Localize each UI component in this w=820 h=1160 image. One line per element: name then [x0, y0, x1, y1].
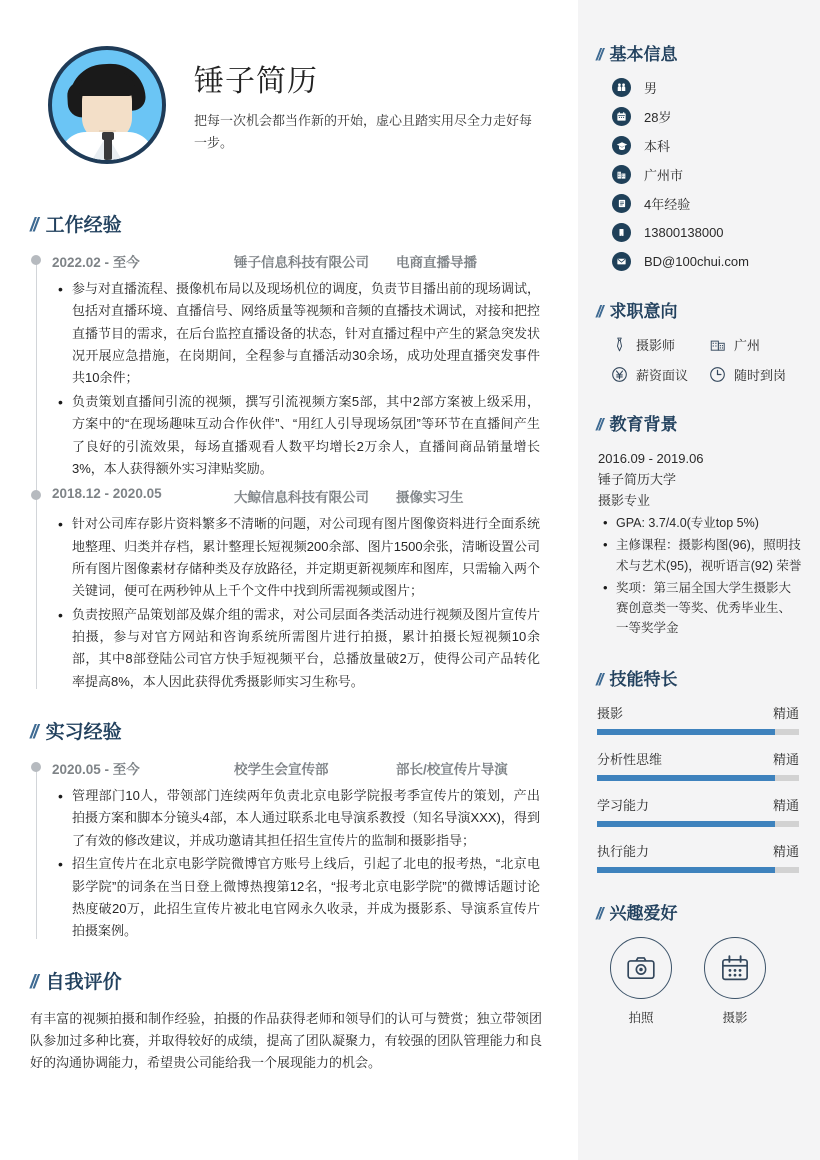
info-row-gender	[596, 78, 802, 97]
internship-timeline	[30, 758, 548, 943]
internship-entry	[52, 758, 548, 943]
section-internship	[30, 717, 548, 943]
bullet-item: • 针对公司库存影片资料繁多不清晰的问题，对公司现有图片图像资料进行全面系统地整理、归类并存档，累计整理长短视频200余部、图片1500余张，清晰设置公司所有图片图像素材存储种类及存放路径，并定期更新视频库和图库，只需输入两个关键词，便可在两秒钟从上千个文件中找到所需视频或图片；	[72, 513, 540, 602]
skill-item	[596, 749, 802, 781]
work-entry-date: 2022.02 - 至今	[52, 255, 140, 270]
avatar-tie	[104, 138, 112, 160]
hobby-label: 摄影	[722, 1010, 748, 1025]
info-row-education	[596, 136, 802, 155]
skill-name: 摄影	[597, 705, 624, 721]
section-title-work	[30, 210, 548, 237]
skill-header	[597, 841, 799, 860]
slash-marker-icon: //	[30, 215, 37, 236]
yen-icon	[610, 365, 629, 384]
info-row-phone	[596, 223, 802, 242]
skill-progress-track	[597, 729, 799, 735]
info-row-city	[596, 165, 802, 184]
resume-header	[30, 0, 548, 210]
hobby-item	[704, 937, 766, 1026]
camera-icon	[610, 937, 672, 999]
slash-marker-icon: //	[30, 722, 37, 744]
bullet-item: • 招生宣传片在北京电影学院微博官方账号上线后，引起了北电的报考热，“北京电影学院”的词条在当日登上微博热搜第12名，“报考北京电影学院”的微博话题讨论热度破20万，此招生宣传片被北电官网永久收录，并成为摄影系、导演系宣传片拍摄案例。	[72, 853, 540, 942]
bullet-item: • 奖项：第三届全国大学生摄影大赛创意类一等奖、优秀毕业生、一等奖学金	[616, 578, 802, 639]
skill-item	[596, 703, 802, 735]
bullet-item: • 负责策划直播间引流的视频，撰写引流视频方案5部，其中2部方案被上级采用，方案中的“在现场趣味互动合作伙伴”、“用红人引导现场氛团”等环节在直播间产生了良好的引流效果，每场直播观看人数平均增长2万余人，直播间商品销量增长3%，本人获得额外实习津贴奖励。	[72, 391, 540, 480]
timeline-dot-icon	[31, 490, 41, 500]
section-title-job-intention	[596, 297, 802, 322]
section-title-hobbies	[596, 899, 802, 924]
info-value: 广州市	[644, 168, 684, 183]
skill-progress-track	[597, 867, 799, 873]
skill-header	[597, 703, 799, 722]
info-value: 男	[644, 81, 658, 96]
education-date: 2016.09 - 2019.06	[598, 451, 704, 466]
hobby-item	[610, 937, 672, 1026]
skill-progress-fill	[597, 729, 775, 735]
job-intention-city	[708, 335, 760, 354]
work-entry-role: 摄像实习生	[396, 490, 464, 506]
job-intention-value: 广州	[734, 338, 761, 353]
info-value: 本科	[644, 139, 671, 154]
job-intention-row	[610, 365, 802, 384]
clock-icon	[708, 365, 727, 384]
calendar-icon	[612, 107, 631, 126]
slash-marker-icon: //	[30, 971, 37, 993]
skill-progress-fill	[597, 775, 775, 781]
education-school: 锤子简历大学	[598, 472, 677, 488]
internship-entry-bullets	[52, 785, 548, 943]
document-icon	[612, 194, 631, 213]
section-title-text: 工作经验	[45, 215, 122, 236]
section-title-education	[596, 410, 802, 435]
job-intention-position	[610, 335, 708, 354]
timeline-dot-icon	[31, 762, 41, 772]
internship-entry-org: 校学生会宣传部	[234, 762, 329, 778]
section-title-skills	[596, 665, 802, 690]
header-motto: 把每一次机会都当作新的开始，虚心且踏实用尽全力走好每一步。	[194, 113, 533, 150]
city-icon	[708, 335, 727, 354]
section-title-basic-info	[596, 40, 802, 65]
job-intention-value: 摄影师	[636, 338, 676, 353]
job-intention-row	[610, 335, 802, 354]
section-education	[596, 410, 802, 639]
skill-level: 精通	[772, 843, 799, 859]
internship-entry-role: 部长/校宣传片导演	[396, 762, 508, 778]
calendar-icon	[704, 937, 766, 999]
hobbies-list	[596, 937, 802, 1026]
avatar-fringe	[79, 72, 135, 96]
info-row-email	[596, 252, 802, 271]
skill-name: 分析性思维	[597, 751, 663, 767]
bullet-item: • 管理部门10人，带领部门连续两年负责北京电影学院报考季宣传片的策划，产出拍摄方案和脚本分镜头4部，本人通过联系北电导演系教授（知名导演XXX)，得到了有效的修改建议，并成功邀请其担任招生宣传片的监制和摄影指导；	[72, 785, 540, 852]
self-evaluation-text: 有丰富的视频拍摄和制作经验，拍摄的作品获得老师和领导们的认可与赞赏；独立带领团队参加过多种比赛，并取得较好的成绩，提高了团队凝聚力，有较强的团队管理能力和良好的沟通协调能力，希望贵公司能给我一个展现能力的机会。	[30, 1010, 542, 1071]
job-intention-salary	[610, 365, 708, 384]
skill-header	[597, 795, 799, 814]
work-entry-date: 2018.12 - 2020.05	[52, 486, 162, 502]
slash-marker-icon: //	[596, 903, 602, 923]
graduation-cap-icon	[612, 136, 631, 155]
page-title: 锤子简历	[194, 64, 318, 98]
gender-icon	[612, 78, 631, 97]
job-intention-grid	[596, 335, 802, 384]
slash-marker-icon: //	[596, 302, 602, 321]
info-value: BD@100chui.com	[644, 254, 749, 269]
skill-name: 学习能力	[597, 797, 650, 813]
work-entry-header	[52, 486, 548, 506]
section-title-self-eval	[30, 967, 548, 994]
education-major: 摄影专业	[598, 493, 651, 509]
work-entry-header	[52, 251, 548, 271]
info-value: 4年经验	[644, 197, 691, 212]
education-bullets	[596, 513, 802, 639]
info-value: 28岁	[644, 110, 672, 125]
section-title-text: 技能特长	[609, 669, 678, 689]
job-intention-value: 薪资面议	[636, 368, 689, 383]
section-hobbies	[596, 899, 802, 1026]
skill-progress-track	[597, 775, 799, 781]
work-timeline	[30, 251, 548, 693]
bullet-item: • 负责按照产品策划部及媒介组的需求，对公司层面各类活动进行视频及图片宣传片拍摄，参与对官方网站和咨询系统所需图片进行拍摄，累计拍摄长短视频10余部，其中8部登陆公司官方快手短视频平台，总播放量破2万，使得公司产品转化率提高8%，本人因此获得优秀摄影师实习生称号。	[72, 604, 540, 693]
hobby-label: 拍照	[628, 1010, 654, 1025]
skill-level: 精通	[772, 705, 799, 721]
skill-progress-fill	[597, 821, 775, 827]
phone-icon	[612, 223, 631, 242]
internship-entry-header	[52, 758, 548, 778]
job-intention-availability	[708, 365, 786, 384]
section-basic-info	[596, 40, 802, 271]
work-entry-bullets	[52, 513, 548, 693]
bullet-item: • GPA: 3.7/4.0(专业top 5%)	[616, 513, 802, 533]
work-entry-company: 锤子信息科技有限公司	[234, 255, 369, 270]
skill-level: 精通	[772, 751, 799, 767]
slash-marker-icon: //	[596, 415, 602, 434]
job-intention-value: 随时到岗	[734, 368, 787, 383]
section-title-internship	[30, 717, 548, 744]
section-title-text: 实习经验	[45, 722, 122, 744]
work-entry-role: 电商直播导播	[396, 255, 477, 270]
building-icon	[612, 165, 631, 184]
skill-progress-track	[597, 821, 799, 827]
section-self-evaluation	[30, 967, 548, 1075]
skill-item	[596, 795, 802, 827]
skill-progress-fill	[597, 867, 775, 873]
avatar	[48, 46, 166, 164]
section-work-experience	[30, 210, 548, 693]
section-title-text: 自我评价	[45, 971, 122, 993]
slash-marker-icon: //	[596, 45, 602, 64]
section-title-text: 基本信息	[609, 45, 678, 64]
skill-header	[597, 749, 799, 768]
tie-icon	[610, 335, 629, 354]
work-entry	[52, 251, 548, 480]
work-entry-bullets	[52, 278, 548, 480]
info-value: 13800138000	[644, 225, 724, 240]
info-row-age	[596, 107, 802, 126]
work-entry-company: 大鲸信息科技有限公司	[234, 490, 369, 506]
info-row-experience	[596, 194, 802, 213]
work-entry	[52, 486, 548, 693]
section-title-text: 教育背景	[609, 415, 678, 434]
bullet-item: • 主修课程：摄影构图(96)，照明技术与艺术(95)，视听语言(92) 荣誉	[616, 535, 802, 576]
skill-level: 精通	[772, 797, 799, 813]
timeline-dot-icon	[31, 255, 41, 265]
slash-marker-icon: //	[596, 669, 602, 689]
section-job-intention	[596, 297, 802, 384]
avatar-collar-left	[92, 140, 104, 160]
skill-item	[596, 841, 802, 873]
section-skills	[596, 665, 802, 873]
skill-name: 执行能力	[597, 843, 650, 859]
envelope-icon	[612, 252, 631, 271]
section-title-text: 求职意向	[609, 302, 678, 321]
bullet-item: • 参与对直播流程、摄像机布局以及现场机位的调度，负责节目播出前的现场调试，包括对直播环境、直播信号、网络质量等视频和音频的直播技术调试，对接和把控直播节目的需求，在后台监控直播设备的状态，针对直播过程中产生的紧急突发状况开展应急措施，在岗期间，全程参与直播活动30余场，成功处理直播突发事件共10余件；	[72, 278, 540, 390]
section-title-text: 兴趣爱好	[609, 903, 678, 923]
header-text	[194, 57, 544, 153]
internship-entry-date: 2020.05 - 至今	[52, 762, 140, 778]
right-sidebar	[578, 0, 820, 1160]
